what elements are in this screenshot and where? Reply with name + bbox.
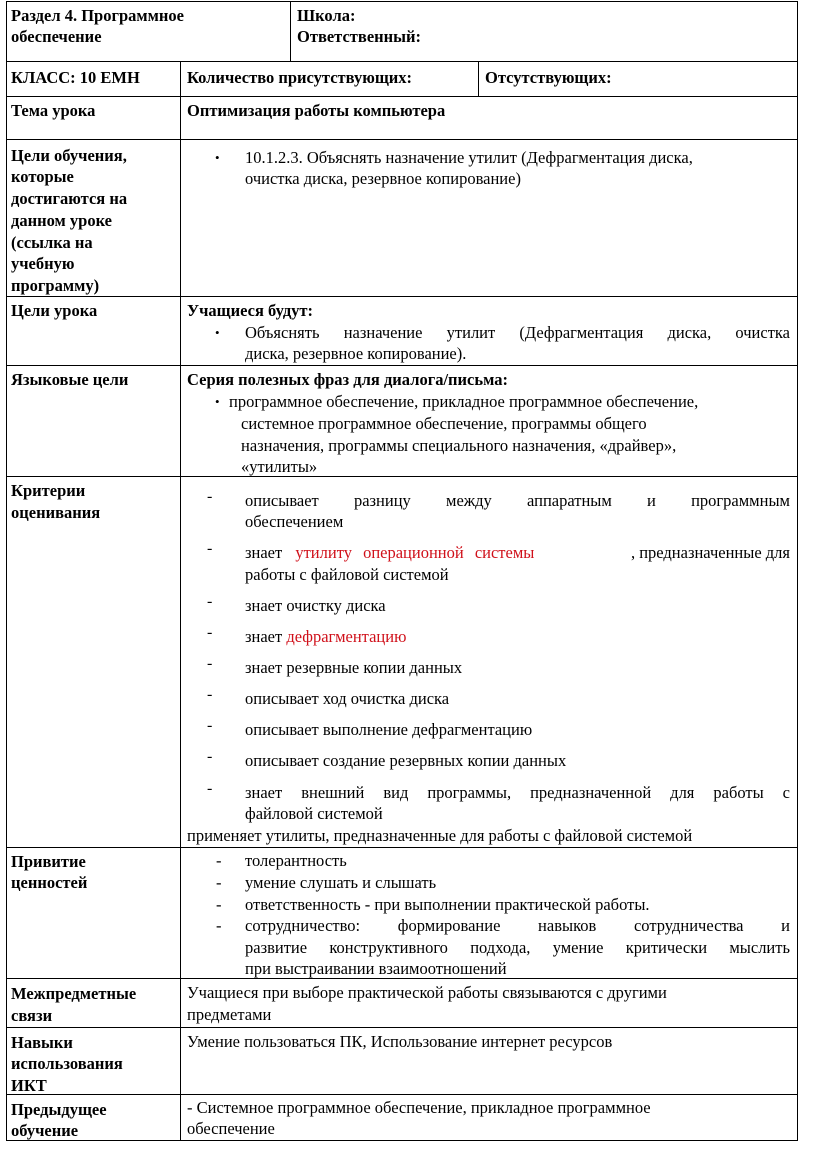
bullet-icon: •: [215, 150, 220, 165]
highlighted-term: утилиту операционной системы: [295, 543, 535, 562]
criterion-text: [245, 542, 790, 564]
row-rule: [6, 1140, 798, 1141]
row-rule: [6, 365, 798, 366]
criterion-text: [245, 626, 406, 648]
dash-marker: -: [216, 916, 222, 935]
objectives-label: программу): [11, 276, 100, 295]
objective-text: очистка диска, резервное копирование): [245, 169, 521, 188]
column-rule: [478, 61, 479, 97]
row-rule: [6, 1, 798, 2]
language-goals-heading: Серия полезных фраз для диалога/письма:: [187, 370, 508, 389]
objectives-label: (ссылка на: [11, 233, 93, 252]
row-rule: [6, 847, 798, 848]
dash-marker: -: [207, 655, 213, 672]
criterion-text: описывает разницу между аппаратным и программным: [245, 491, 790, 510]
dash-marker: -: [207, 717, 213, 734]
value-item: ответственность - при выполнении практической работы.: [245, 895, 650, 914]
present-count-field: Количество присутствующих:: [187, 68, 413, 87]
criteria-footer: применяет утилиты, предназначенные для работы с файловой системой: [187, 826, 693, 845]
school-field: Школа:: [297, 6, 356, 25]
row-rule: [6, 476, 798, 477]
criterion-text: описывает ход очистка диска: [245, 689, 450, 708]
criterion-text: описывает выполнение дефрагментацию: [245, 720, 533, 739]
dash-marker: -: [216, 873, 222, 892]
responsible-field: Ответственный:: [297, 27, 422, 46]
criterion-text: знает очистку диска: [245, 596, 386, 615]
values-label: ценностей: [11, 873, 88, 892]
dash-marker: -: [207, 488, 213, 505]
objectives-label: данном уроке: [11, 211, 113, 230]
column-rule: [797, 1, 798, 1141]
row-rule: [6, 139, 798, 140]
dash-marker: -: [216, 895, 222, 914]
column-rule: [290, 1, 291, 62]
dash-marker: -: [207, 624, 213, 641]
prior-text: - Системное программное обеспечение, прикладное программное: [187, 1098, 651, 1117]
objectives-label: которые: [11, 167, 74, 186]
value-item: развитие конструктивного подхода, умение критически мыслить: [245, 938, 790, 957]
dash-marker: -: [207, 686, 213, 703]
lesson-goal-text: Объяснять назначение утилит (Дефрагментация диска, очистка: [245, 323, 790, 342]
row-rule: [6, 1027, 798, 1028]
ict-text: Умение пользоваться ПК, Использование интернет ресурсов: [187, 1032, 613, 1051]
row-rule: [6, 61, 798, 62]
criterion-text-start: знает: [245, 543, 287, 562]
phrase-text: назначения, программы специального назначения, «драйвер»,: [241, 436, 677, 455]
lesson-goal-text: диска, резервное копирование).: [245, 344, 467, 363]
cross-subject-text: Учащиеся при выборе практической работы связываются с другими: [187, 983, 667, 1002]
dash-marker: -: [207, 748, 213, 765]
dash-marker: -: [207, 593, 213, 610]
cross-subject-label: Межпредметные: [11, 984, 137, 1003]
dash-marker: -: [207, 780, 213, 797]
cross-subject-text: предметами: [187, 1005, 272, 1024]
prior-label: обучение: [11, 1121, 79, 1140]
criterion-text: обеспечением: [245, 512, 344, 531]
value-item: сотрудничество: формирование навыков сотрудничества и: [245, 916, 790, 935]
row-rule: [6, 296, 798, 297]
column-rule: [6, 1, 7, 1141]
prior-label: Предыдущее: [11, 1100, 107, 1119]
criterion-text: знает внешний вид программы, предназначенной для работы с: [245, 783, 790, 802]
criterion-text-end: , предназначенные для: [630, 543, 790, 562]
cross-subject-label: связи: [11, 1006, 53, 1025]
lesson-goals-heading: Учащиеся будут:: [187, 301, 314, 320]
objectives-label: Цели обучения,: [11, 146, 127, 165]
ict-label: Навыки: [11, 1033, 73, 1052]
criterion-text: описывает создание резервных копии данных: [245, 751, 567, 770]
value-item: при выстраивании взаимоотношений: [245, 959, 507, 978]
topic-label: Тема урока: [11, 101, 96, 120]
row-rule: [6, 1094, 798, 1095]
dash-marker: -: [216, 851, 222, 870]
phrase-text: «утилиты»: [241, 457, 318, 476]
topic-value: Оптимизация работы компьютера: [187, 101, 446, 120]
class-label: КЛАСС: 10 ЕМН: [11, 68, 140, 87]
criteria-label: Критерии: [11, 481, 86, 500]
lesson-goals-label: Цели урока: [11, 301, 98, 320]
phrase-text: системное программное обеспечение, программы общего: [241, 414, 647, 433]
absent-count-field: Отсутствующих:: [485, 68, 612, 87]
row-rule: [6, 96, 798, 97]
bullet-icon: •: [215, 394, 220, 409]
ict-label: ИКТ: [11, 1076, 47, 1095]
highlighted-term: дефрагментацию: [286, 627, 407, 646]
phrase-text: программное обеспечение, прикладное программное обеспечение,: [229, 392, 699, 411]
criterion-text: файловой системой: [245, 804, 383, 823]
criterion-text-start: знает: [245, 627, 287, 646]
criteria-label: оценивания: [11, 503, 101, 522]
criterion-text: работы с файловой системой: [245, 565, 449, 584]
objective-text: 10.1.2.3. Объяснять назначение утилит (Дефрагментация диска,: [245, 148, 693, 167]
section-title: Раздел 4. Программное: [11, 6, 184, 25]
objectives-label: достигаются на: [11, 189, 128, 208]
ict-label: использования: [11, 1054, 123, 1073]
column-rule: [180, 61, 181, 1141]
value-item: толерантность: [245, 851, 347, 870]
section-title: обеспечение: [11, 27, 102, 46]
prior-text: обеспечение: [187, 1119, 275, 1138]
language-goals-label: Языковые цели: [11, 370, 129, 389]
bullet-icon: •: [215, 325, 220, 340]
dash-marker: -: [207, 540, 213, 557]
criterion-text: знает резервные копии данных: [245, 658, 463, 677]
values-label: Привитие: [11, 852, 86, 871]
value-item: умение слушать и слышать: [245, 873, 437, 892]
objectives-label: учебную: [11, 254, 75, 273]
